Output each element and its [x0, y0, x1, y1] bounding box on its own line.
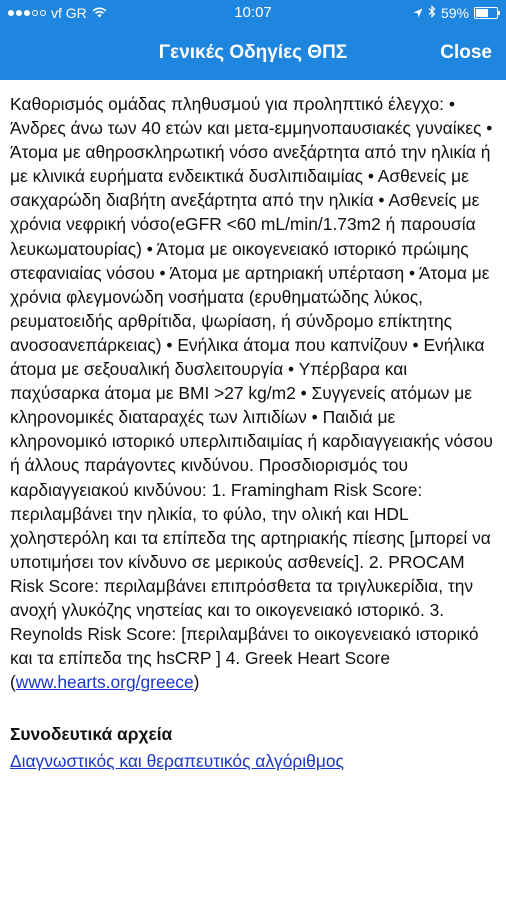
wifi-icon	[92, 5, 107, 21]
guidelines-body: Καθορισμός ομάδας πληθυσμού για προληπτικό έλεγχο: • Άνδρες άνω των 40 ετών και μετα-εμμηνοπαυσιακές γυναίκες • Άτομα με αθηροσκληρωτική νόσο ανεξάρτητα από την ηλικία ή με κλινικά ευρήματα ενδεικτικά δυσλιπιδαιμίας • Ασθενείς με σακχαρώδη διαβήτη ανεξάρτητα από την ηλικία • Ασθενείς με χρόνια νεφρική νόσο(eGFR <60 mL/min/1.73m2 ή παρουσία λευκωματουρίας) • Άτομα με οικογενειακό ιστορικό πρώιμης στεφανιαίας νόσου • Άτομα με αρτηριακή υπέρταση • Άτομα με χρόνια φλεγμονώδη νοσήματα (ερυθηματώδης λύκος, ρευματοειδής αρθρίτιδα, ψωρίαση, ή σύνδρομο επίκτητης ανοσοανεπάρκειας) • Ενήλικα άτομα που καπνίζουν • Ενήλικα άτομα με σεξουαλική δυσλειτουργία • Υπέρβαρα και παχύσαρκα άτομα με BMI >27 kg/m2 • Συγγενείς ατόμων με κληρονομικές διαταραχές των λιπιδίων • Παιδιά με κληρονομικό ιστορικό υπερλιπιδαιμίας ή καρδιαγγειακής νόσου ή άλλους παράγοντες κινδύνου. Προσδιορισμός του καρδιαγγειακού κινδύνου: 1. Framingham Risk Score: περιλαμβάνει την ηλικία, το φύλο, την ολική και HDL χοληστερόλη και τα επίπεδα της αρτηριακής πίεσης [μπορεί να υποτιμήσει τον κίνδυνο σε μερικούς ασθενείς]. 2. PROCAM Risk Score: περιλαμβάνει επιπρόσθετα τα τριγλυκερίδια, την ανοχή γλυκόζης νηστείας και το οικογενειακό ιστορικό. 3. Reynolds Risk Score: [περιλαμβάνει το οικογενειακό ιστορικό και τα επίπεδα της hsCRP ] 4. Greek Heart Score (	[10, 94, 493, 693]
attachments-heading: Συνοδευτικά αρχεία	[10, 724, 173, 745]
status-right	[413, 5, 498, 21]
clock: 10:07	[234, 4, 272, 21]
header	[0, 0, 506, 80]
carrier-label: vf GR	[51, 5, 87, 21]
navigation-bar	[0, 26, 506, 80]
hearts-link[interactable]: www.hearts.org/greece	[15, 672, 194, 693]
signal-strength-icon	[8, 10, 46, 16]
guidelines-content	[0, 80, 506, 774]
battery-percent: 59%	[440, 5, 469, 21]
battery-fill	[476, 9, 488, 17]
status-left	[8, 5, 107, 21]
bluetooth-icon	[428, 5, 436, 21]
attachment-link-algorithm[interactable]: Διαγνωστικός και θεραπευτικός αλγόριθμος	[10, 751, 344, 772]
guidelines-body-end: )	[193, 672, 200, 693]
page-title: Γενικές Οδηγίες ΘΠΣ	[158, 42, 348, 63]
location-arrow-icon	[413, 5, 423, 21]
guidelines-text	[10, 92, 496, 694]
status-bar	[0, 0, 506, 26]
battery-icon	[474, 7, 498, 19]
close-button[interactable]: Close	[440, 42, 492, 63]
